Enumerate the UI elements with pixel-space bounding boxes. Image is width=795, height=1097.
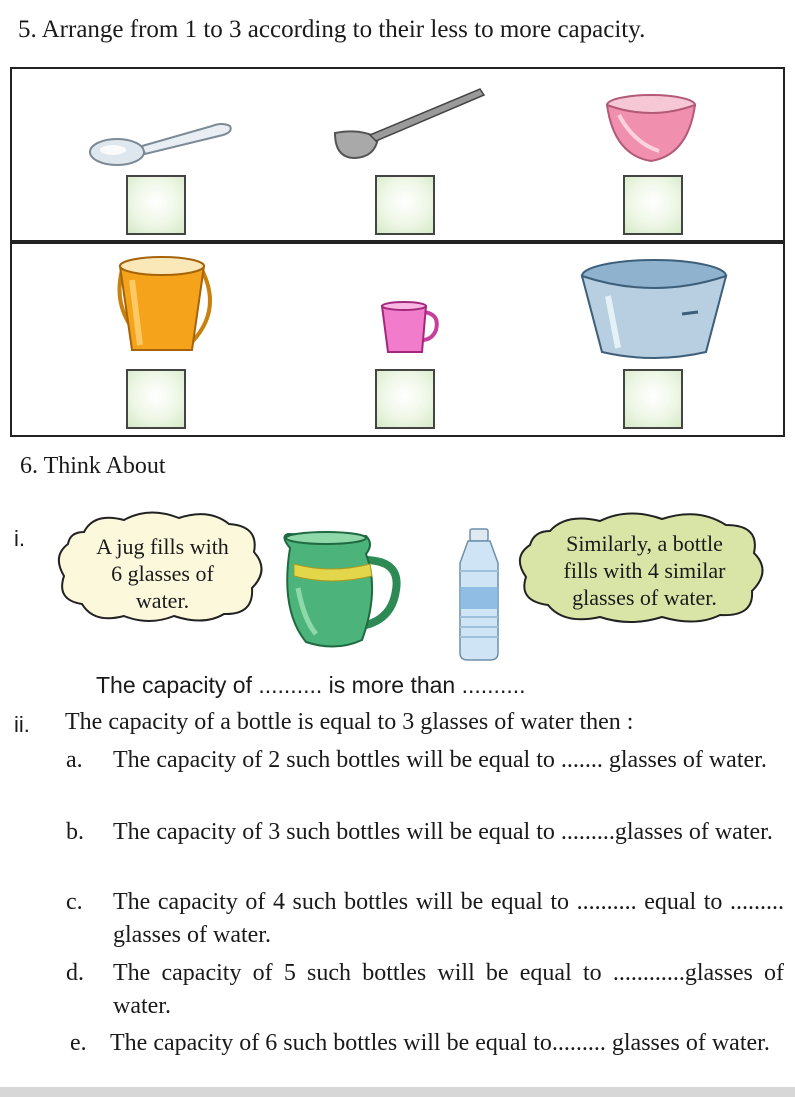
bowl-icon [604,93,698,165]
answer-box[interactable] [623,175,683,235]
sub-question-label: c. [66,889,83,915]
sub-question-text: The capacity of 2 such bottles will be equal to ....... glasses of water. [113,747,767,773]
sub-question-label: e. [70,1030,87,1056]
jug-icon [276,530,406,652]
cloud-left-text [60,533,265,614]
answer-box[interactable] [126,369,186,429]
answer-box[interactable] [375,369,435,429]
part-ii-label: ii. [14,712,30,737]
cloud-left-line: water. [135,588,190,613]
part-i-label: i. [14,526,25,551]
objects-row-2 [10,242,785,437]
sub-question-e [70,1028,770,1090]
question-6-title: 6. Think About [20,453,166,479]
spoon-icon [87,114,237,174]
answer-box[interactable] [375,175,435,235]
cloud-left-line: 6 glasses of [111,561,214,586]
sub-question-label: b. [66,819,84,845]
question-5-title: 5. Arrange from 1 to 3 according to their less to more capacity. [18,16,646,43]
page-bottom-edge [0,1087,795,1097]
sub-question-text: The capacity of 4 such bottles will be equal to .......... equal to ......... glasses of water. [113,889,784,948]
mug-icon [376,300,440,356]
fill-sentence: The capacity of .......... is more than .......... [96,672,526,698]
bucket-icon [112,250,222,360]
sub-question-a [66,744,784,814]
sub-question-d [66,957,784,1027]
answer-box[interactable] [126,175,186,235]
tub-icon [578,256,730,362]
ladle-icon [330,83,490,163]
cloud-right-line: fills with 4 similar [563,558,726,583]
sub-question-b [66,816,784,886]
sub-question-label: d. [66,960,84,986]
sub-question-text: The capacity of 3 such bottles will be equal to .........glasses of water. [113,819,773,845]
cloud-right-text [522,530,767,611]
sub-question-label: a. [66,747,83,773]
sub-question-c [66,886,784,956]
sub-question-text: The capacity of 5 such bottles will be equal to ............glasses of water. [113,960,784,1019]
part-ii-intro: The capacity of a bottle is equal to 3 glasses of water then : [65,709,634,735]
sub-question-text: The capacity of 6 such bottles will be equal to......... glasses of water. [110,1030,770,1056]
cloud-right-line: glasses of water. [572,585,717,610]
cloud-left-line: A jug fills with [96,534,229,559]
answer-box[interactable] [623,369,683,429]
objects-row-1 [10,67,785,242]
cloud-right-line: Similarly, a bottle [566,531,723,556]
bottle-icon [452,527,506,662]
